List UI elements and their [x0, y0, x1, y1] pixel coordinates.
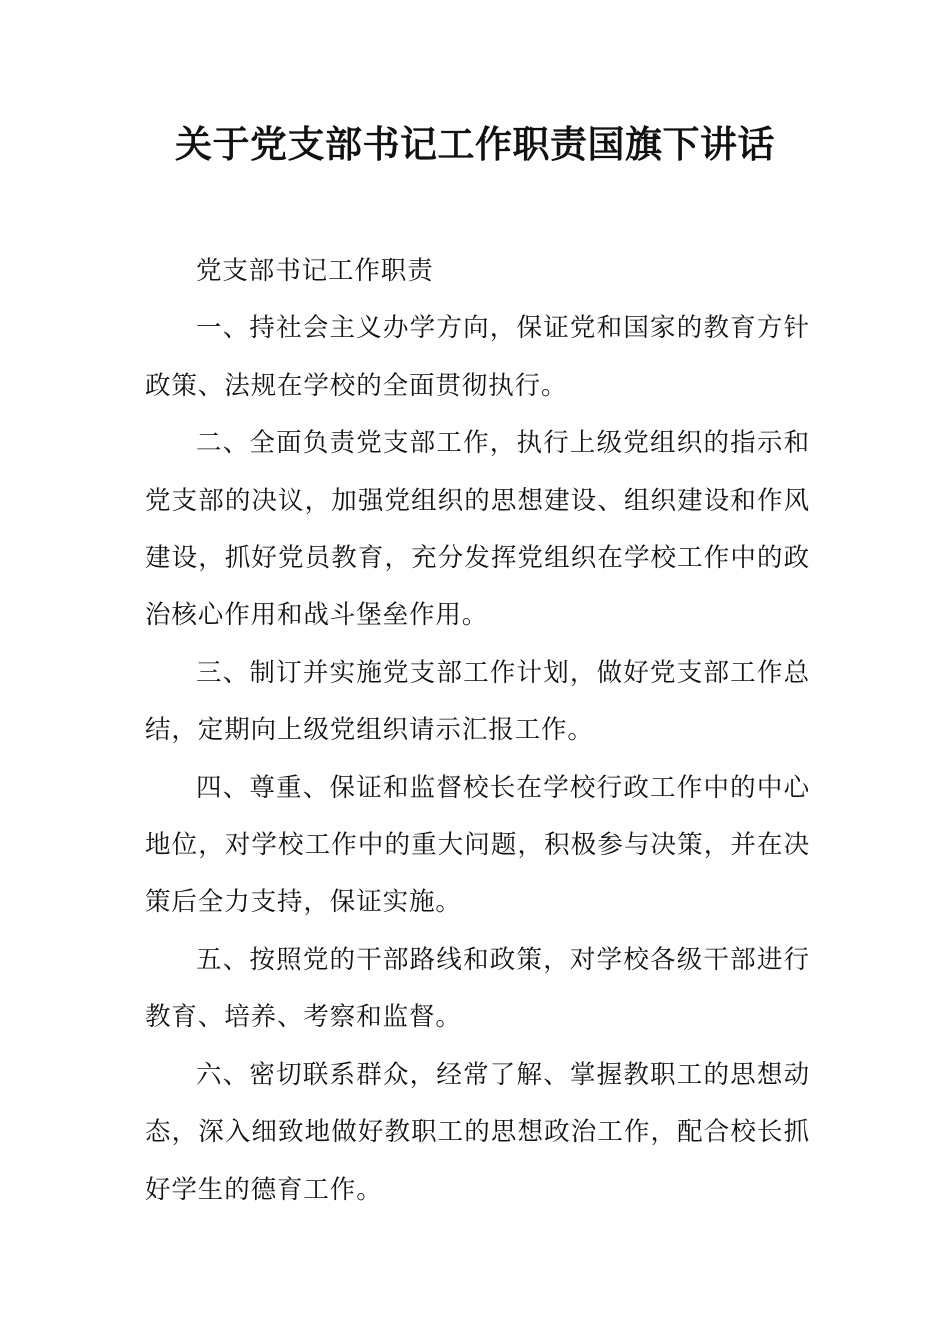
- duty-paragraph-5: 五、按照党的干部路线和政策，对学校各级干部进行教育、培养、考察和监督。: [145, 944, 810, 1033]
- duty-paragraph-3: 三、制订并实施党支部工作计划，做好党支部工作总结，定期向上级党组织请示汇报工作。: [145, 657, 810, 746]
- section-heading: 党支部书记工作职责: [196, 256, 434, 286]
- duty-paragraph-1: 一、持社会主义办学方向，保证党和国家的教育方针政策、法规在学校的全面贯彻执行。: [145, 313, 810, 401]
- duty-paragraph-6: 六、密切联系群众，经常了解、掌握教职工的思想动态，深入细致地做好教职工的思想政治工作，配合校长抓好学生的德育工作。: [145, 1059, 810, 1205]
- document-title: 关于党支部书记工作职责国旗下讲话: [175, 122, 775, 166]
- document-body: [145, 243, 810, 1219]
- duty-paragraph-4: 四、尊重、保证和监督校长在学校行政工作中的中心地位，对学校工作中的重大问题，积极参与决策，并在决策后全力支持，保证实施。: [145, 772, 810, 918]
- duty-paragraph-2: 二、全面负责党支部工作，执行上级党组织的指示和党支部的决议，加强党组织的思想建设、组织建设和作风建设，抓好党员教育，充分发挥党组织在学校工作中的政治核心作用和战斗堡垒作用。: [145, 428, 810, 631]
